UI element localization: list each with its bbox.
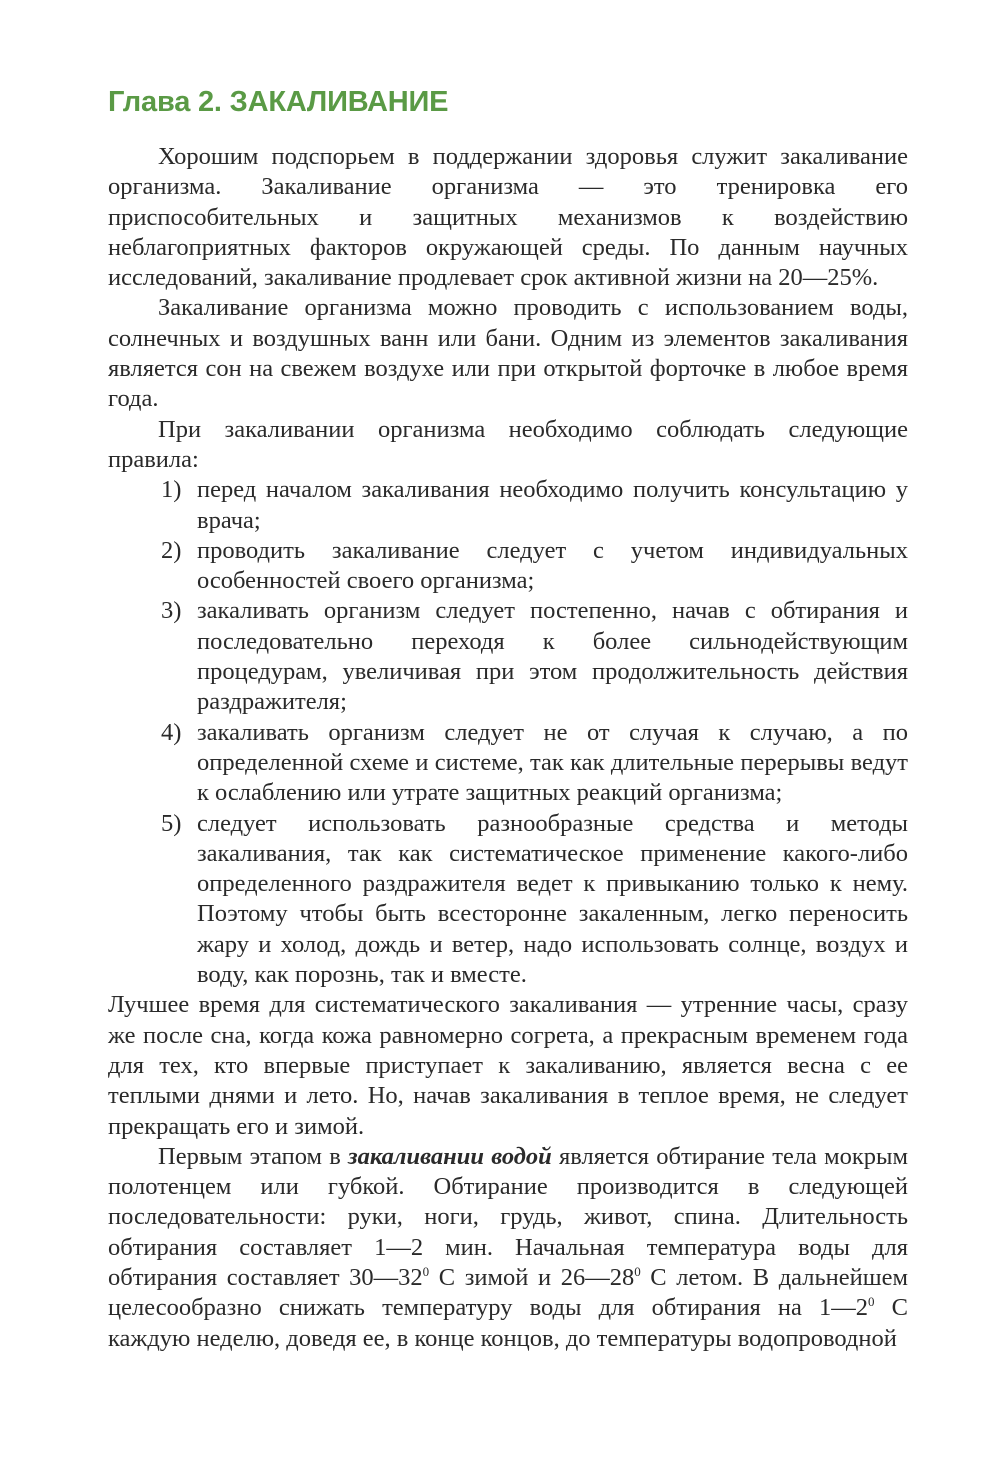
degree-mark: 0 xyxy=(422,1263,430,1279)
paragraph-text: является обтирание тела мокрым полотенцем или губкой. Обтирание производится в следующей последовательности: руки, ноги, грудь, живот, спина. Длительность обтирания составляет 1—2 мин. Начальная температура воды для обтирания составляет 30—32 xyxy=(108,1142,909,1291)
paragraph-text: С летом. В дальнейшем целесообразно снижать температуру воды для обтирания на 1—2 xyxy=(108,1263,908,1322)
paragraph-text: С зимой и 26—28 xyxy=(429,1263,635,1291)
water-hardening-paragraph xyxy=(108,1142,908,1354)
list-item-text: проводить закаливание следует с учетом индивидуальных особенностей своего организма; xyxy=(197,536,908,595)
rules-list-item xyxy=(108,718,908,809)
rules-list-item xyxy=(108,536,908,597)
rules-list-item xyxy=(108,809,908,991)
paragraph-text: Первым этапом в xyxy=(158,1142,349,1170)
rules-list-item xyxy=(108,596,908,717)
chapter-title: Глава 2. ЗАКАЛИВАНИЕ xyxy=(108,86,449,118)
intro-paragraph-1: Хорошим подспорьем в поддержании здоровья служит закаливание организма. Закаливание организма — это тренировка его приспособительных и защитных механизмов к воздействию неблагоприятных факторов окружающей среды. По данным научных исследований, закаливание продлевает срок активной жизни на 20—25%. xyxy=(108,143,908,292)
degree-mark: 0 xyxy=(634,1263,641,1279)
intro-paragraph-2: Закаливание организма можно проводить с использованием воды, солнечных и воздушных ванн или бани. Одним из элементов закаливания является сон на свежем воздухе или при открытой форточке в любое время года. xyxy=(108,294,908,413)
list-item-number: 5) xyxy=(161,809,182,837)
list-item-number: 1) xyxy=(161,476,182,504)
rules-list-item xyxy=(108,475,908,536)
list-item-text: перед началом закаливания необходимо получить консультацию у врача; xyxy=(197,476,908,534)
list-item-text: закаливать организм следует не от случая к случаю, а по определенной схеме и системе, так как длительные перерывы ведут к ослаблению или утрате защитных реакций организма; xyxy=(197,718,908,807)
rules-list xyxy=(108,475,908,990)
rules-intro-paragraph: При закаливании организма необходимо соблюдать следующие правила: xyxy=(108,415,908,473)
best-time-paragraph: Лучшее время для систематического закаливания — утренние часы, сразу же после сна, когда кожа равномерно согрета, а прекрасным временем года для тех, кто впервые приступает к закаливанию, является весна с ее теплыми днями и лето. Но, начав закаливания в теплое время, не следует прекращать его и зимой. xyxy=(108,991,908,1140)
list-item-number: 3) xyxy=(161,597,182,625)
list-item-text: следует использовать разнообразные средства и методы закаливания, так как систематическое применение какого-либо определенного раздражителя ведет к привыканию только к нему. Поэтому чтобы быть всесторонне закаленным, легко переносить жару и холод, дождь и ветер, надо использовать солнце, воздух и воду, как порознь, так и вместе. xyxy=(197,809,908,989)
emphasized-term: закаливании водой xyxy=(348,1142,552,1170)
list-item-number: 4) xyxy=(161,718,182,746)
list-item-text: закаливать организм следует постепенно, начав с обтирания и последовательно переходя к более сильнодействующим процедурам, увеличивая при этом продолжительность действия раздражителя; xyxy=(197,597,908,716)
paragraph-text: С каждую неделю, доведя ее, в конце концов, до температуры водопроводной xyxy=(108,1294,908,1352)
list-item-number: 2) xyxy=(161,536,182,564)
degree-mark: 0 xyxy=(868,1294,875,1310)
document-page xyxy=(108,84,908,1354)
